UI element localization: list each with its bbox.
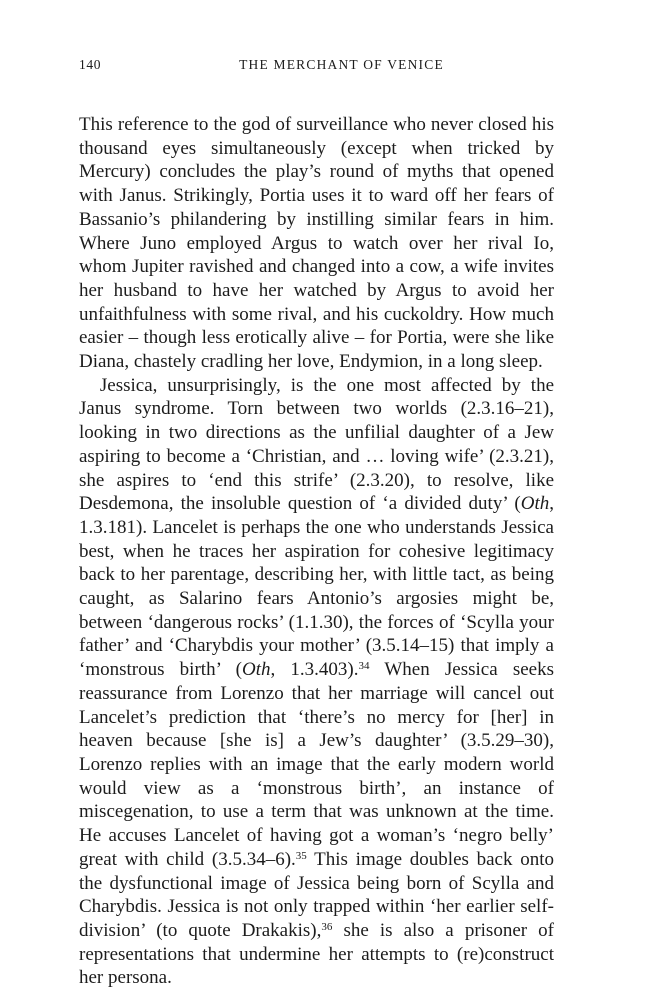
footnote-ref: 34 [358,660,370,673]
paragraph [79,113,554,374]
body-text [79,113,554,990]
paragraph [79,374,554,990]
text-run: When Jessica seeks reassurance from Lorenzo that her marriage will cancel out Lancelet’s prediction that ‘there’s no mercy for [her] in heaven because [she is] a Jew’s daughter’ (3.5.29–30), Lorenzo replies with an image that the early modern world would view as a ‘monstrous birth’, an instance of miscegenation, to use a term that was unknown at the time. He accuses Lancelet of having got a woman’s ‘negro belly’ great with child (3.5.34–6). [79,659,555,870]
text-run: , 1.3.403). [270,659,359,681]
text-run: , 1.3.181). Lancelet is perhaps the one who understands Jessica best, when he traces her aspiration for cohesive legitimacy back to her parentage, describing her, with little tact, as being caught, as Salarino fears Antonio’s argosies might be, between ‘dangerous rocks’ (1.1.30), the forces of ‘Scylla your father’ and ‘Charybdis your mother’ (3.5.14–15) that imply a ‘monstrous birth’ ( [79,493,554,681]
footnote-ref: 35 [295,849,307,862]
page-number: 140 [79,57,102,72]
italic-text: Oth [520,493,550,515]
text-run: This reference to the god of surveillance who never closed his thousand eyes simultaneously (except when tricked by Mercury) concludes the play’s round of myths that opened with Janus. Strikingly, Portia uses it to ward off her fears of Bassanio’s philandering by instilling similar fears in him. Where Juno employed Argus to watch over her rival Io, whom Jupiter ravished and changed into a cow, a wife invites her husband to have her watched by Argus to avoid her unfaithfulness with some rival, and his cuckoldry. How much easier – though less erotically alive – for Portia, were she like Diana, chastely cradling her love, Endymion, in a long sleep. [79,114,554,373]
text-run: she is also a prisoner of representations that undermine her attempts to (re)construct her persona. [79,919,554,989]
running-title: THE MERCHANT OF VENICE [239,57,444,72]
running-head [79,57,554,77]
text-run: This image doubles back onto the dysfunctional image of Jessica being born of Scylla and Charybdis. Jessica is not only trapped within ‘her earlier self-division’ (to quote Drakakis), [79,848,554,941]
text-run: Jessica, unsurprisingly, is the one most affected by the Janus syndrome. Torn between two worlds (2.3.16–21), looking in two directions as the unfilial daughter of a Jew aspiring to become a ‘Christian, and … loving wife’ (2.3.21), she aspires to ‘end this strife’ (2.3.20), to resolve, like Desdemona, the insoluble question of ‘a divided duty’ ( [79,374,554,515]
footnote-ref: 36 [321,920,333,933]
italic-text: Oth [242,659,271,681]
